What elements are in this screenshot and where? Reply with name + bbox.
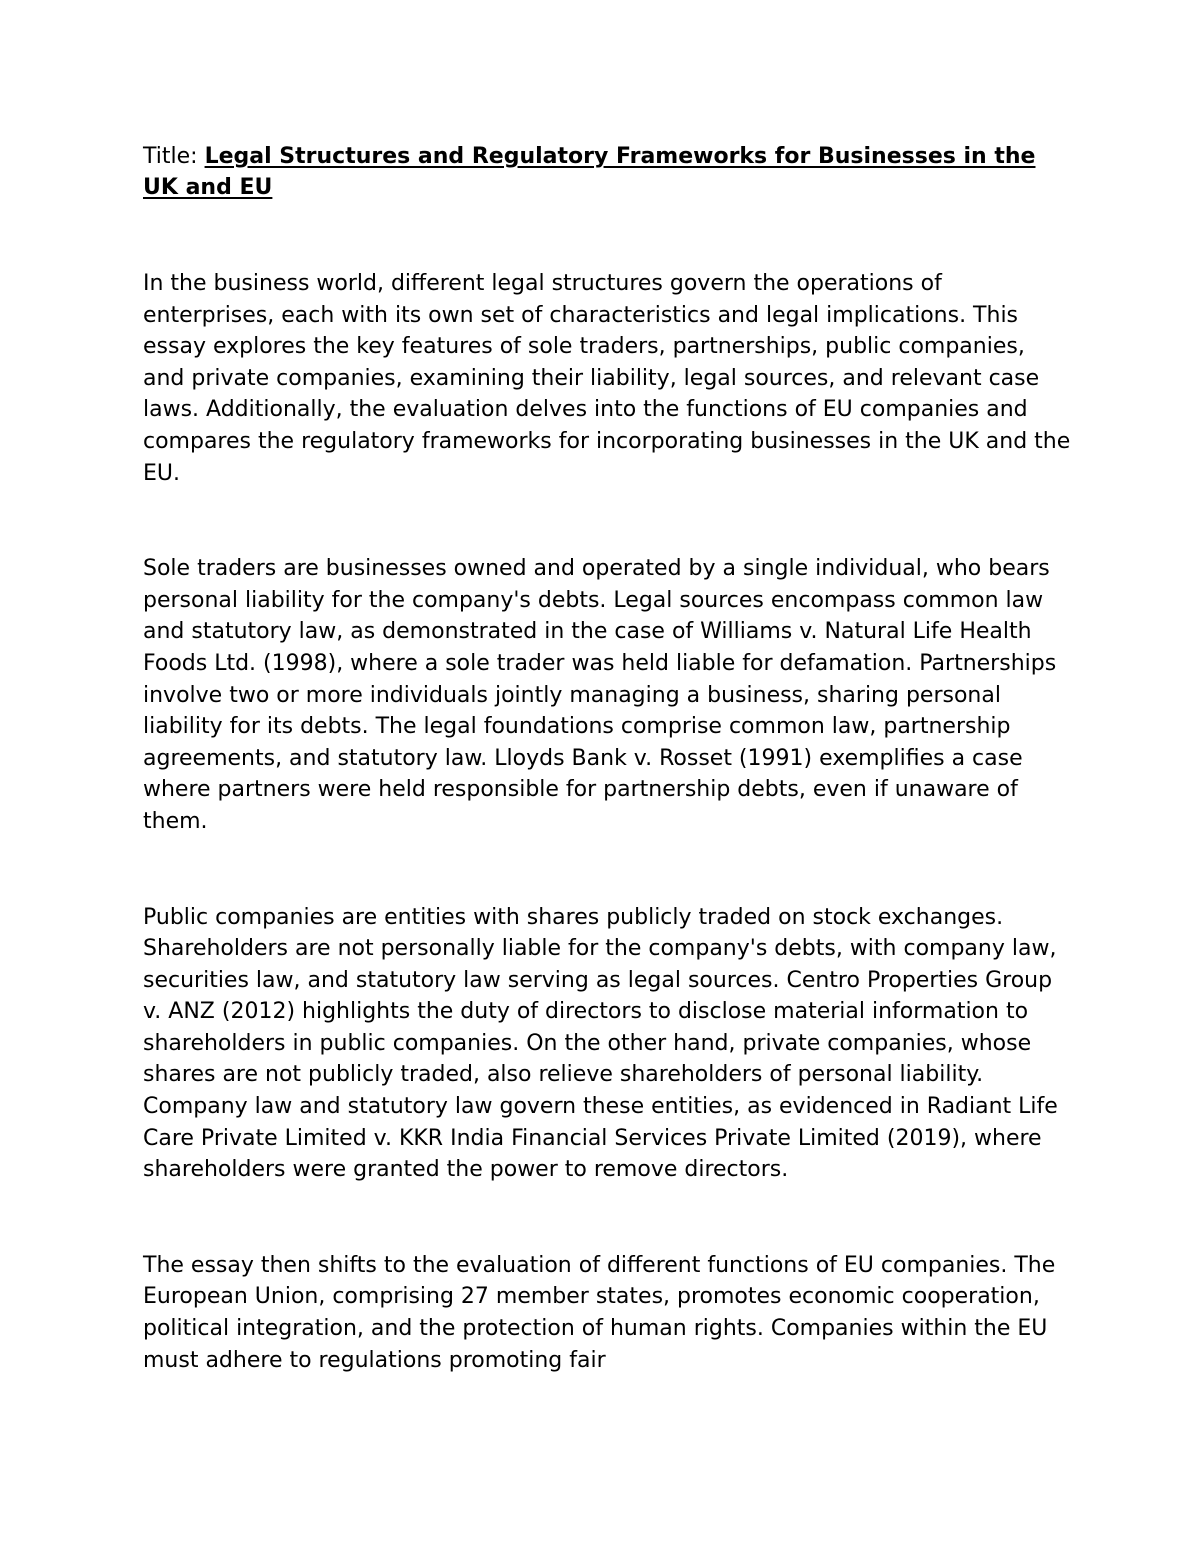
- document-title: [143, 141, 1073, 203]
- paragraph-introduction: In the business world, different legal structures govern the operations of enterprises, each with its own set of characteristics and legal implications. This essay explores the key features of sole traders, partnerships, public companies, and private companies, examining their liability, legal sources, and relevant case laws. Additionally, the evaluation delves into the functions of EU companies and compares the regulatory frameworks for incorporating businesses in the UK and the EU.: [143, 271, 1071, 486]
- document-page: [143, 141, 1073, 1376]
- title-label: Title:: [143, 144, 205, 169]
- title-text: Legal Structures and Regulatory Frameworks for Businesses in the UK and EU: [143, 144, 1036, 200]
- paragraph-eu-companies: The essay then shifts to the evaluation of different functions of EU companies. The European Union, comprising 27 member states, promotes economic cooperation, political integration, and the protection of human rights. Companies within the EU must adhere to regulations promoting fair: [143, 1252, 1056, 1373]
- paragraph-sole-traders-partnerships: Sole traders are businesses owned and operated by a single individual, who bears personal liability for the company's debts. Legal sources encompass common law and statutory law, as demonstrated in the case of Williams v. Natural Life Health Foods Ltd. (1998), where a sole trader was held liable for defamation. Partnerships involve two or more individuals jointly managing a business, sharing personal liability for its debts. The legal foundations comprise common law, partnership agreements, and statutory law. Lloyds Bank v. Rosset (1991) exemplifies a case where partners were held responsible for partnership debts, even if unaware of them.: [143, 556, 1057, 834]
- paragraph-public-private-companies: Public companies are entities with shares publicly traded on stock exchanges. Shareholders are not personally liable for the company's debts, with company law, securities law, and statutory law serving as legal sources. Centro Properties Group v. ANZ (2012) highlights the duty of directors to disclose material information to shareholders in public companies. On the other hand, private companies, whose shares are not publicly traded, also relieve shareholders of personal liability. Company law and statutory law govern these entities, as evidenced in Radiant Life Care Private Limited v. KKR India Financial Services Private Limited (2019), where shareholders were granted the power to remove directors.: [143, 904, 1058, 1183]
